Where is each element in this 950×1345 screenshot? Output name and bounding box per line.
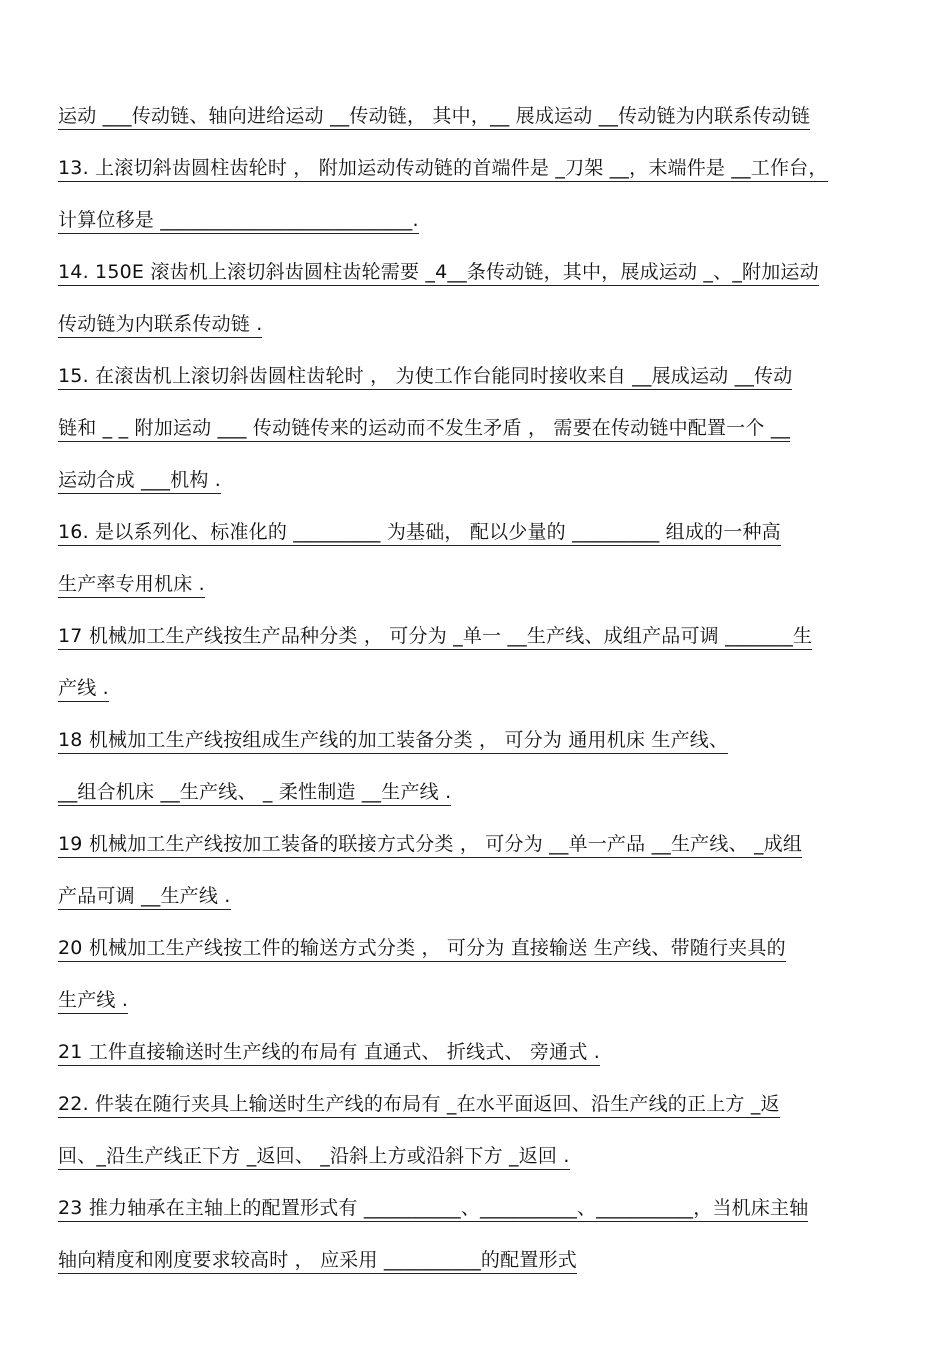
line-text: 传动链为内联系传动链 . bbox=[58, 312, 262, 338]
text-line bbox=[58, 1193, 898, 1223]
text-line bbox=[58, 829, 898, 859]
text-line bbox=[58, 985, 898, 1015]
text-line bbox=[58, 257, 898, 287]
line-text: 运动合成 ___机构 . bbox=[58, 468, 221, 494]
text-line bbox=[58, 413, 898, 443]
line-text: 18 机械加工生产线按组成生产线的加工装备分类 ， 可分为 通用机床 生产线、 bbox=[58, 728, 728, 754]
line-text: 13. 上滚切斜齿圆柱齿轮时 ， 附加运动传动链的首端件是 _刀架 __，末端件是 __工作台， bbox=[58, 156, 828, 182]
text-line bbox=[58, 621, 898, 651]
text-line bbox=[58, 1089, 898, 1119]
text-line bbox=[58, 309, 898, 339]
text-line bbox=[58, 1245, 898, 1275]
text-line bbox=[58, 1037, 898, 1067]
line-text: 链和 _ _ 附加运动 ___ 传动链传来的运动而不发生矛盾 ， 需要在传动链中配置一个 __ bbox=[58, 416, 790, 442]
text-line bbox=[58, 153, 898, 183]
text-line bbox=[58, 673, 898, 703]
text-line bbox=[58, 881, 898, 911]
line-text: 产品可调 __生产线 . bbox=[58, 884, 231, 910]
line-text: 20 机械加工生产线按工件的输送方式分类 ， 可分为 直接输送 生产线、带随行夹具的 bbox=[58, 936, 786, 962]
line-text: 产线 . bbox=[58, 676, 109, 702]
text-line bbox=[58, 517, 898, 547]
line-text: 21 工件直接输送时生产线的布局有 直通式、 折线式、 旁通式 . bbox=[58, 1040, 600, 1066]
line-text: 17 机械加工生产线按生产品种分类 ， 可分为 _单一 __生产线、成组产品可调 _______生 bbox=[58, 624, 812, 650]
line-text: 运动 ___传动链、轴向进给运动 __传动链， 其中，__ 展成运动 __传动链为内联系传动链 bbox=[58, 104, 810, 130]
line-text: 23 推力轴承在主轴上的配置形式有 __________、__________、__________，当机床主轴 bbox=[58, 1196, 808, 1222]
line-text: 轴向精度和刚度要求较高时 ， 应采用 __________的配置形式 bbox=[58, 1248, 577, 1274]
line-text: 22. 件装在随行夹具上输送时生产线的布局有 _在水平面返回、沿生产线的正上方 _返 bbox=[58, 1092, 780, 1118]
text-line bbox=[58, 1141, 898, 1171]
line-text: 回、_沿生产线正下方 _返回、 _沿斜上方或沿斜下方 _返回 . bbox=[58, 1144, 570, 1170]
line-text: 计算位移是 __________________________. bbox=[58, 208, 419, 234]
line-text: __组合机床 __生产线、 _ 柔性制造 __生产线 . bbox=[58, 780, 451, 806]
text-line bbox=[58, 569, 898, 599]
line-text: 生产线 . bbox=[58, 988, 128, 1014]
text-line bbox=[58, 205, 898, 235]
text-line bbox=[58, 101, 898, 131]
line-text: 15. 在滚齿机上滚切斜齿圆柱齿轮时 ， 为使工作台能同时接收来自 __展成运动 __传动 bbox=[58, 364, 792, 390]
text-line bbox=[58, 777, 898, 807]
line-text: 生产率专用机床 . bbox=[58, 572, 205, 598]
text-line bbox=[58, 465, 898, 495]
text-line bbox=[58, 361, 898, 391]
text-line bbox=[58, 933, 898, 963]
line-text: 16. 是以系列化、标准化的 _________ 为基础， 配以少量的 _________ 组成的一种高 bbox=[58, 520, 781, 546]
line-text: 19 机械加工生产线按加工装备的联接方式分类 ， 可分为 __单一产品 __生产线、 _成组 bbox=[58, 832, 802, 858]
line-text: 14. 150E 滚齿机上滚切斜齿圆柱齿轮需要 _4__条传动链，其中，展成运动 _、_附加运动 bbox=[58, 260, 819, 286]
text-line bbox=[58, 725, 898, 755]
